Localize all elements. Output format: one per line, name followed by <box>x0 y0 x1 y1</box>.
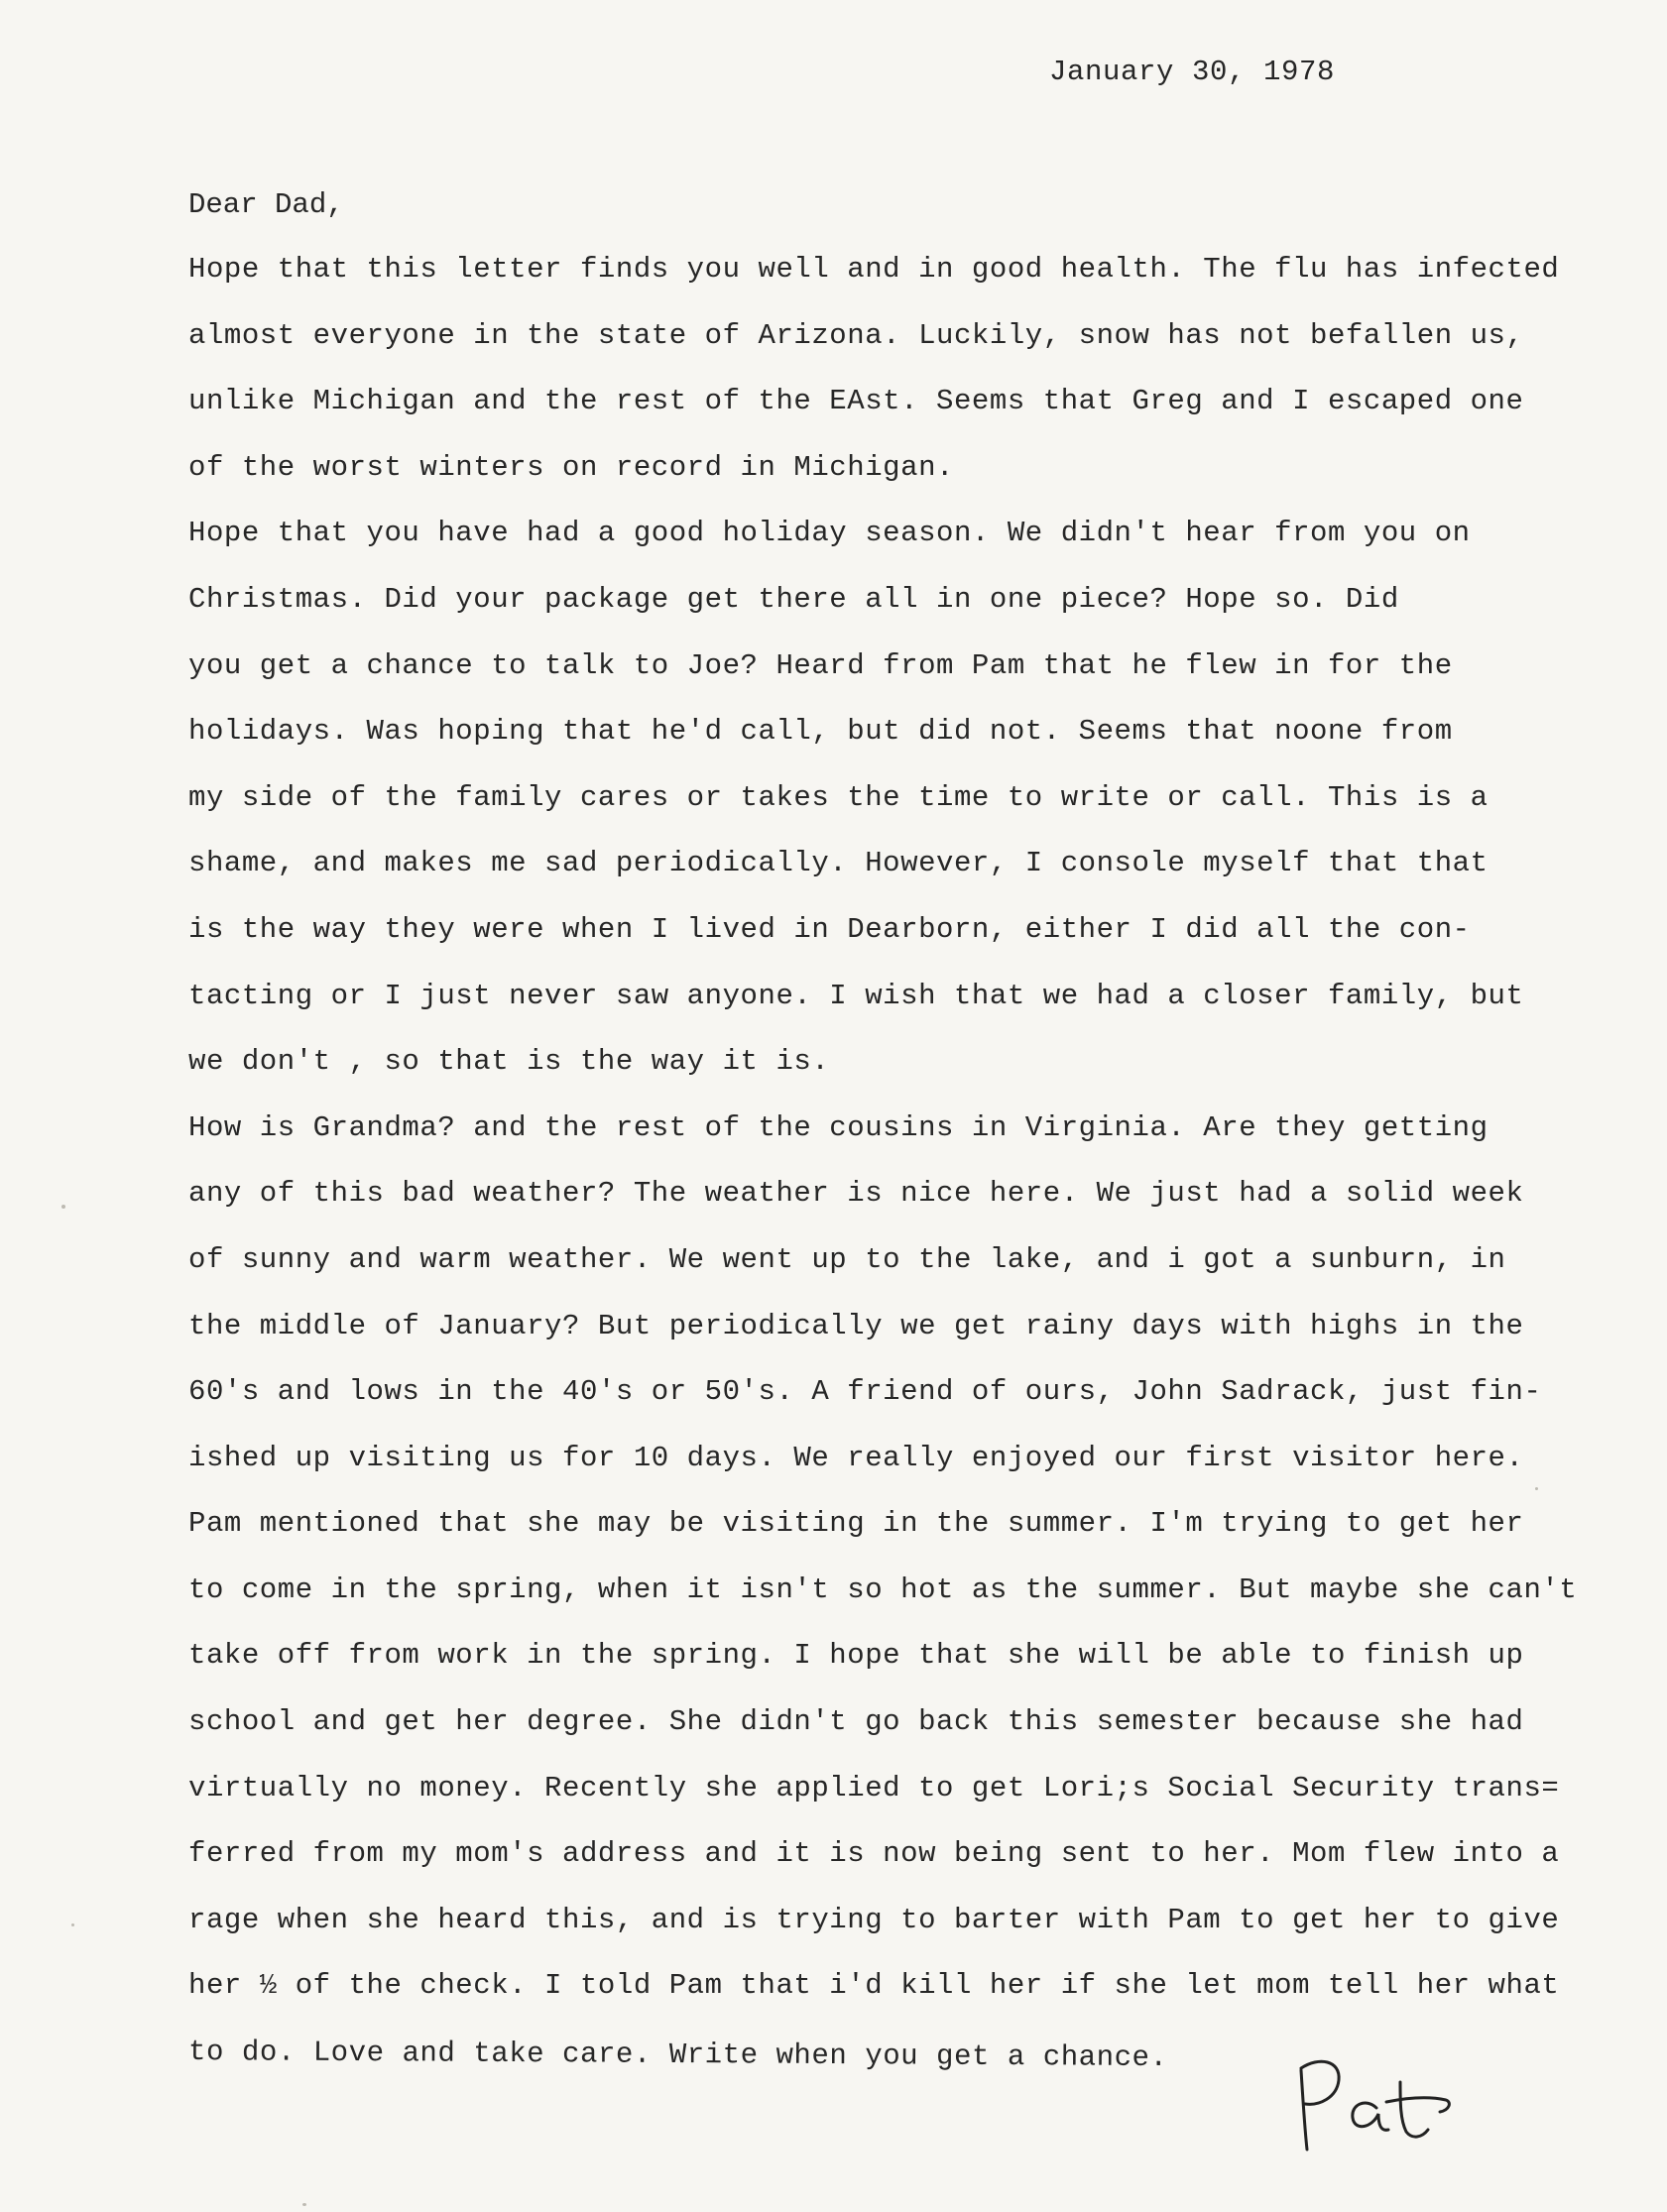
paper-speck <box>61 1205 65 1209</box>
body-line: tacting or I just never saw anyone. I wish that we had a closer family, but <box>188 979 1524 1012</box>
paper-speck <box>71 1923 74 1926</box>
body-line: school and get her degree. She didn't go back this semester because she had <box>188 1705 1524 1739</box>
body-line: Christmas. Did your package get there all in one piece? Hope so. Did <box>188 582 1399 616</box>
body-line: we don't , so that is the way it is. <box>188 1045 830 1079</box>
body-line: any of this bad weather? The weather is nice here. We just had a solid week <box>188 1177 1524 1211</box>
body-line: of the worst winters on record in Michigan. <box>188 450 954 484</box>
body-line: to come in the spring, when it isn't so hot as the summer. But maybe she can't <box>188 1572 1578 1606</box>
body-line: ferred from my mom's address and it is now being sent to her. Mom flew into a <box>188 1837 1560 1871</box>
body-line: is the way they were when I lived in Dearborn, either I did all the con- <box>188 912 1471 946</box>
body-line: Hope that this letter finds you well and in good health. The flu has infected <box>188 253 1560 286</box>
body-line: 60's and lows in the 40's or 50's. A friend of ours, John Sadrack, just fin- <box>188 1375 1542 1409</box>
body-line: my side of the family cares or takes the time to write or call. This is a <box>188 780 1488 814</box>
letter-body <box>187 252 1578 2101</box>
paper-speck <box>302 2203 306 2206</box>
body-line: ished up visiting us for 10 days. We really enjoyed our first visitor here. <box>188 1441 1524 1474</box>
body-line: to do. Love and take care. Write when you get a chance. <box>187 2036 1168 2075</box>
body-line: Pam mentioned that she may be visiting in the summer. I'm trying to get her <box>188 1507 1524 1541</box>
paper-speck <box>1535 1487 1538 1490</box>
salutation: Dear Dad, <box>188 188 344 221</box>
body-line: holidays. Was hoping that he'd call, but did not. Seems that noone from <box>188 715 1453 749</box>
body-line: rage when she heard this, and is trying to barter with Pam to get her to give <box>188 1903 1560 1936</box>
body-line: you get a chance to talk to Joe? Heard from Pam that he flew in for the <box>188 648 1453 682</box>
body-line: take off from work in the spring. I hope that she will be able to finish up <box>188 1639 1524 1673</box>
body-line: unlike Michigan and the rest of the EAst. Seems that Greg and I escaped one <box>188 385 1524 418</box>
body-line: almost everyone in the state of Arizona. Luckily, snow has not befallen us, <box>188 318 1524 352</box>
letter-date: January 30, 1978 <box>1049 56 1336 88</box>
body-line: the middle of January? But periodically we get rainy days with highs in the <box>188 1309 1524 1342</box>
signature-drawing <box>1289 2052 1458 2161</box>
handwritten-signature <box>1289 2052 1458 2161</box>
body-line: Hope that you have had a good holiday season. We didn't hear from you on <box>188 517 1471 550</box>
body-line: of sunny and warm weather. We went up to the lake, and i got a sunburn, in <box>188 1242 1506 1276</box>
body-line: How is Grandma? and the rest of the cousins in Virginia. Are they getting <box>188 1110 1488 1144</box>
body-line: shame, and makes me sad periodically. However, I console myself that that <box>188 847 1488 880</box>
body-line: her ½ of the check. I told Pam that i'd kill her if she let mom tell her what <box>188 1969 1560 2003</box>
body-line: virtually no money. Recently she applied to get Lori;s Social Security trans= <box>188 1771 1560 1805</box>
